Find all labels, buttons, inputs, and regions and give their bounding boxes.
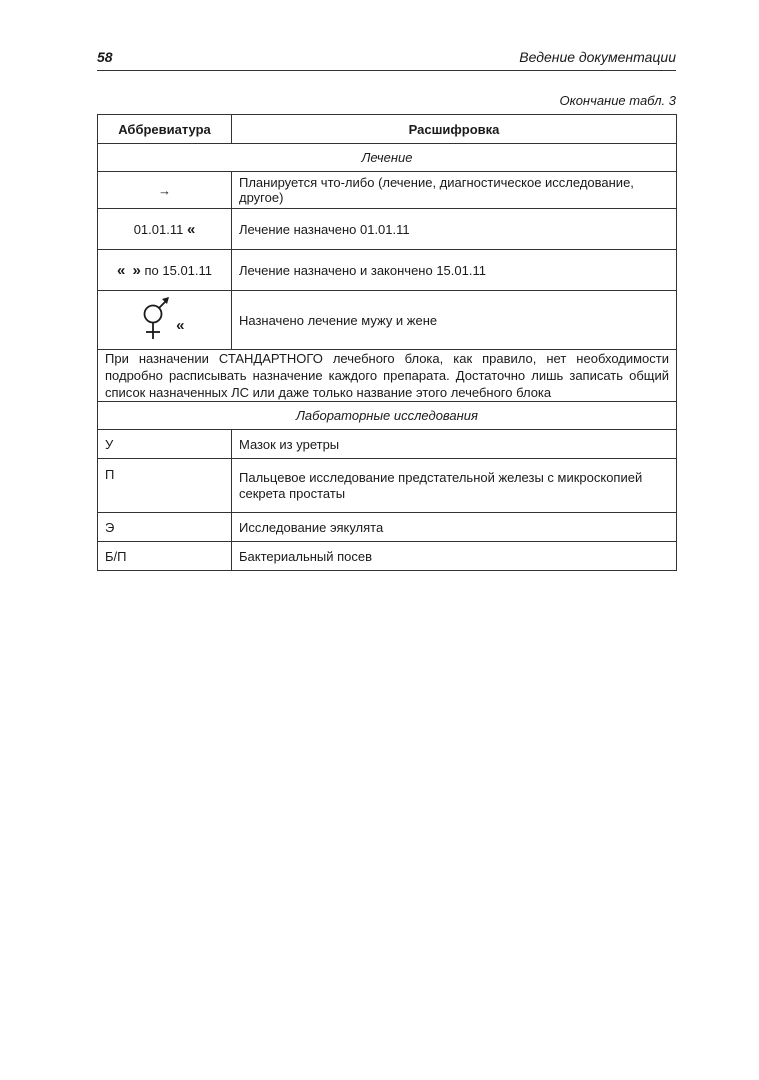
- table-row: [98, 250, 677, 291]
- section-title-lab: Лабораторные исследования: [98, 402, 677, 430]
- running-title: Ведение документации: [519, 49, 676, 65]
- abbr-date-range: по 15.01.11: [144, 262, 213, 278]
- abbr-cell: У: [98, 430, 232, 459]
- abbr-cell: [98, 250, 232, 291]
- male-female-symbol-icon: [139, 294, 179, 345]
- open-quote-mark: «: [176, 317, 185, 334]
- close-quote-mark: »: [132, 261, 141, 279]
- arrow-right-icon: →: [158, 182, 171, 198]
- abbr-cell: [98, 172, 232, 209]
- section-row-lab: [98, 402, 677, 430]
- table-row: [98, 209, 677, 250]
- page-header: [97, 46, 676, 71]
- table-row: [98, 542, 677, 571]
- table-header-row: [98, 115, 677, 144]
- table-caption: Окончание табл. 3: [559, 93, 676, 108]
- meaning-cell: Планируется что-либо (лечение, диагностическое исследование, другое): [232, 172, 677, 209]
- meaning-cell: Исследование эякулята: [232, 513, 677, 542]
- column-header-abbr: Аббревиатура: [98, 115, 232, 144]
- abbr-date: 01.01.11: [133, 221, 184, 237]
- meaning-cell: Мазок из уретры: [232, 430, 677, 459]
- meaning-cell: Лечение назначено и закончено 15.01.11: [232, 250, 677, 291]
- abbr-cell: Э: [98, 513, 232, 542]
- open-quote-mark: «: [186, 220, 196, 238]
- table-row: [98, 430, 677, 459]
- note-text: При назначении СТАНДАРТНОГО лечебного блока, как правило, нет необходимости подробно расписывать назначение каждого препарата. Достаточно лишь записать общий список назначенных ЛС или даже только название этого лечебного блока: [98, 350, 677, 402]
- section-row-treatment: [98, 144, 677, 172]
- open-quote-mark: «: [116, 261, 126, 279]
- meaning-cell: Назначено лечение мужу и жене: [232, 291, 677, 350]
- meaning-cell: Лечение назначено 01.01.11: [232, 209, 677, 250]
- note-row: [98, 350, 677, 402]
- page-number: 58: [97, 49, 113, 65]
- abbr-cell: П: [98, 459, 232, 513]
- abbr-cell: Б/П: [98, 542, 232, 571]
- abbreviation-table: [97, 114, 677, 571]
- table-row: [98, 513, 677, 542]
- column-header-meaning: Расшифровка: [232, 115, 677, 144]
- meaning-cell: Пальцевое исследование предстательной железы с микроскопией секрета простаты: [232, 459, 677, 513]
- abbr-cell: [98, 209, 232, 250]
- table-row: [98, 459, 677, 513]
- meaning-cell: Бактериальный посев: [232, 542, 677, 571]
- table-row: [98, 291, 677, 350]
- abbr-cell: [98, 291, 232, 350]
- male-female-symbol-graphic: [139, 294, 179, 342]
- section-title-treatment: Лечение: [98, 144, 677, 172]
- table-row: [98, 172, 677, 209]
